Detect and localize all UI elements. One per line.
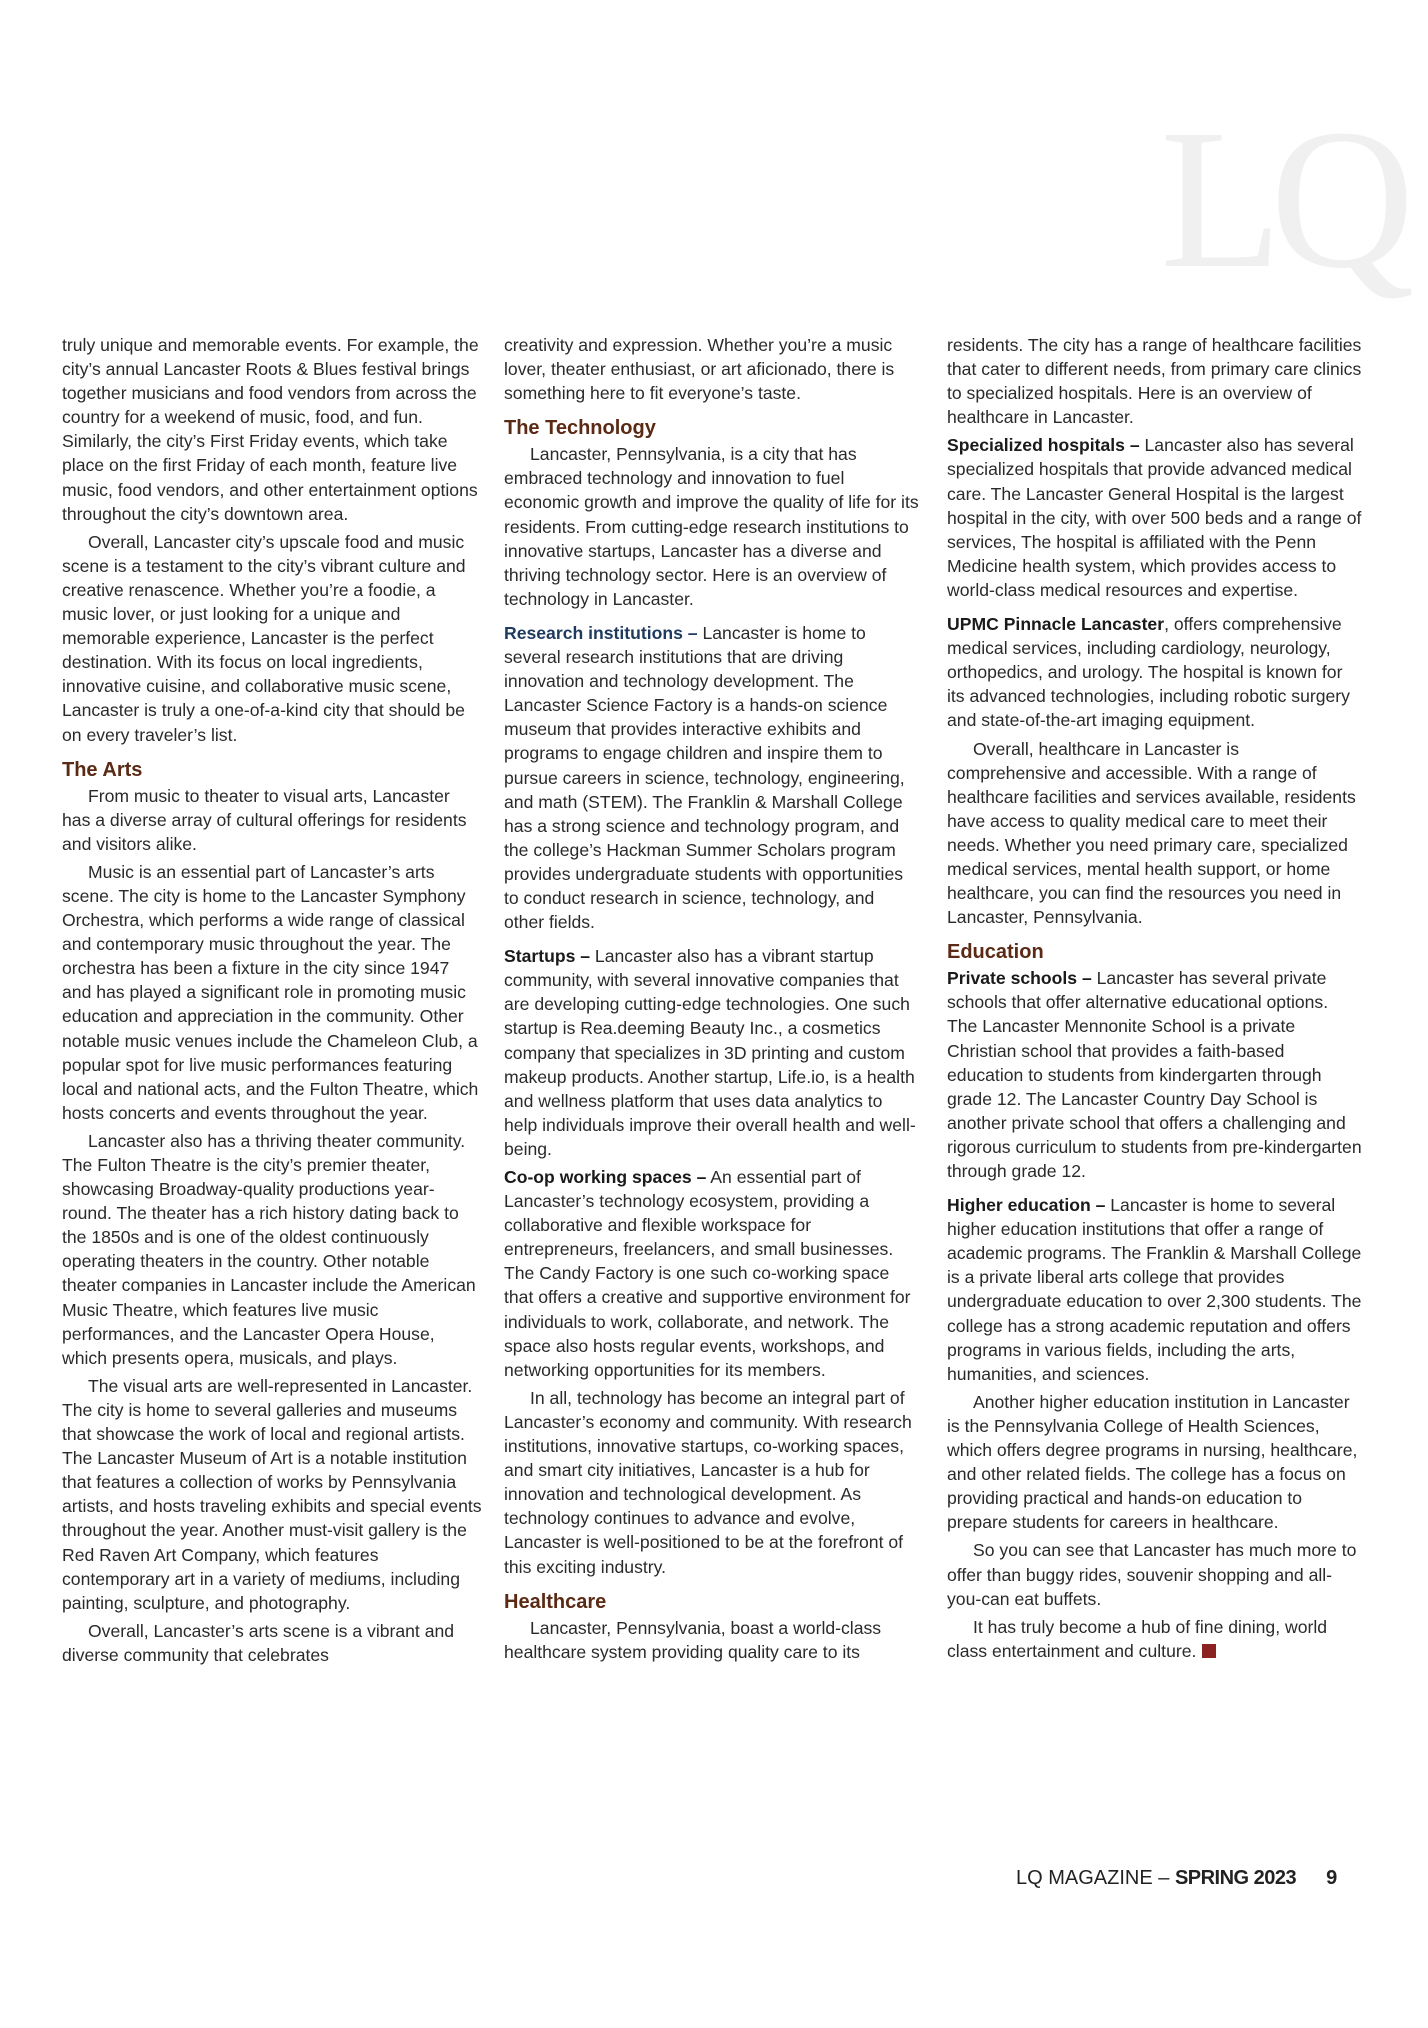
subsection-text: Lancaster is home to several research institutions that are driving innovation and technology development. The Lancaster Science Factory is a hands-on science museum that provides interactive exhibits and programs to engage children and inspire them to pursue careers in science, technology, engineering, and math (STEM). The Franklin & Marshall College has a strong science and technology program, and the college’s Hackman Summer Scholars program provides undergraduate students with opportunities to conduct research in science, technology, and other fields. — [504, 622, 905, 933]
lead-private-schools: Private schools – — [947, 968, 1092, 989]
subsection-text: , offers comprehensive medical services, including cardiology, neurology, orthopedics, and urology. The hospital is known for its advanced technologies, including robotic surgery and state-of-the-art imaging equipment. — [947, 614, 1350, 731]
footer-magazine-name: LQ MAGAZINE – — [1016, 1867, 1175, 1889]
closing-paragraph — [947, 1615, 1362, 1663]
paragraph: Lancaster, Pennsylvania, boast a world-class healthcare system providing quality care to its — [504, 1617, 882, 1662]
lead-startups: Startups – — [504, 946, 591, 967]
page-footer — [1016, 1867, 1337, 1890]
closing-text: It has truly become a hub of fine dining, world class entertainment and culture. — [947, 1616, 1328, 1661]
subsection-text: Lancaster also has several specialized hospitals that provide advanced medical care. The Lancaster General Hospital is the largest hospital in the city, with over 500 beds and a range of services, The hospital is affiliated with the Penn Medicine health system, which provides access to world-class medical resources and expertise. — [947, 435, 1362, 600]
paragraph: Overall, healthcare in Lancaster is comprehensive and accessible. With a range of healthcare facilities and services available, residents have access to quality medical care to meet their needs. Whether you need primary care, specialized medical services, mental health support, or home healthcare, you can find the resources you need in Lancaster, Pennsylvania. — [947, 738, 1356, 928]
footer-issue: SPRING 2023 — [1174, 1867, 1297, 1889]
lead-upmc-pinnacle: UPMC Pinnacle Lancaster — [947, 614, 1165, 635]
end-of-article-square-icon — [1202, 1644, 1216, 1658]
column-3 — [947, 333, 1362, 1663]
lead-coop-working-spaces: Co-op working spaces – — [504, 1167, 707, 1187]
paragraph: Lancaster also has a thriving theater community. The Fulton Theatre is the city’s premier theater, showcasing Broadway-quality productions year-round. The theater has a rich history dating back to the 1850s and is one of the oldest continuously operating theaters in the country. Other notable theater companies in Lancaster include the American Music Theatre, which features live music performances, and the Lancaster Opera House, which presents opera, musicals, and plays. — [62, 1130, 476, 1368]
paragraph: The visual arts are well-represented in Lancaster. The city is home to several galleries and museums that showcase the work of local and regional artists. The Lancaster Museum of Art is a notable institution that features a collection of works by Pennsylvania artists, and hosts traveling exhibits and special events throughout the year. Another must-visit gallery is the Red Raven Art Company, which features contemporary art in a variety of mediums, including painting, sculpture, and photography. — [62, 1375, 482, 1613]
paragraph: residents. The city has a range of healthcare facilities that cater to different needs, from primary care clinics to specialized hospitals. Here is an overview of healthcare in Lancaster. — [947, 335, 1362, 428]
subsection-text: An essential part of Lancaster’s technology ecosystem, providing a collaborative and flexible workspace for entrepreneurs, freelancers, and small businesses. The Candy Factory is one such co-working space that offers a creative and supportive environment for individuals to work, collaborate, and network. The space also hosts regular events, workshops, and networking opportunities for its members. — [504, 1167, 911, 1380]
section-heading-education: Education — [947, 941, 1044, 964]
section-heading-healthcare: Healthcare — [504, 1590, 607, 1613]
paragraph: In all, technology has become an integral part of Lancaster’s economy and community. With research institutions, innovative startups, co-working spaces, and smart city initiatives, Lancaster is a hub for innovation and technological development. As technology continues to advance and evolve, Lancaster is well-positioned to be at the forefront of this exciting industry. — [504, 1387, 912, 1577]
section-heading-arts: The Arts — [62, 758, 143, 781]
subsection-upmc — [947, 612, 1362, 732]
section-heading-technology: The Technology — [504, 417, 656, 440]
paragraph: creativity and expression. Whether you’re a music lover, theater enthusiast, or art aficionado, there is something here to fit everyone’s taste. — [504, 335, 895, 404]
column-1 — [62, 333, 482, 1667]
lead-higher-education: Higher education – — [947, 1195, 1106, 1216]
paragraph: So you can see that Lancaster has much more to offer than buggy rides, souvenir shopping and all-you-can eat buffets. — [947, 1540, 1357, 1609]
paragraph: truly unique and memorable events. For example, the city’s annual Lancaster Roots & Blues festival brings together musicians and food vendors from across the country for a weekend of music, food, and fun. Similarly, the city’s First Friday events, which take place on the first Friday of each month, feature live music, food vendors, and other entertainment options throughout the city’s downtown area. — [62, 335, 479, 524]
subsection-text: Lancaster has several private schools that offer alternative educational options. The Lancaster Mennonite School is a private Christian school that provides a faith-based education to students from kindergarten through grade 12. The Lancaster Country Day School is another private school that offers a challenging and rigorous curriculum to students from pre-kindergarten through grade 12. — [947, 968, 1362, 1181]
subsection-specialized-hospitals — [947, 433, 1362, 602]
subsection-startups — [504, 944, 919, 1161]
paragraph: Music is an essential part of Lancaster’s arts scene. The city is home to the Lancaster Symphony Orchestra, which performs a wide range of classical and contemporary music throughout the year. The orchestra has been a fixture in the city since 1947 and has played a significant role in promoting music education and appreciation in the community. Other notable music venues include the Chameleon Club, a popular spot for live music performances featuring local and national acts, and the Fulton Theatre, which hosts concerts and events throughout the year. — [62, 861, 479, 1123]
page-number: 9 — [1326, 1867, 1338, 1889]
paragraph: From music to theater to visual arts, Lancaster has a diverse array of cultural offerings for residents and visitors alike. — [62, 785, 467, 854]
paragraph: Lancaster, Pennsylvania, is a city that has embraced technology and innovation to fuel economic growth and improve the quality of life for its residents. From cutting-edge research institutions to innovative startups, Lancaster has a diverse and thriving technology sector. Here is an overview of technology in Lancaster. — [504, 444, 919, 609]
lq-watermark-logo: LQ — [1160, 89, 1403, 310]
paragraph: Overall, Lancaster city’s upscale food and music scene is a testament to the city’s vibrant culture and creative renascence. Whether you’re a foodie, a music lover, or just looking for a unique and memorable experience, Lancaster is the perfect destination. With its focus on local ingredients, innovative cuisine, and collaborative music scene, Lancaster is truly a one-of-a-kind city that should be on every traveler’s list. — [62, 531, 466, 745]
subsection-coop — [504, 1165, 919, 1382]
subsection-higher-education — [947, 1193, 1362, 1386]
subsection-text: Lancaster also has a vibrant startup community, with several innovative companies that are developing cutting-edge technologies. One such startup is Rea.deeming Beauty Inc., a cosmetics company that specializes in 3D printing and custom makeup products. Another startup, Life.io, is a health and wellness platform that uses data analytics to help individuals improve their overall health and well-being. — [504, 946, 916, 1159]
column-2 — [504, 333, 919, 1664]
lead-research-institutions: Research institutions – — [504, 622, 698, 643]
paragraph: Overall, Lancaster’s arts scene is a vibrant and diverse community that celebrates — [62, 1620, 455, 1665]
subsection-private-schools — [947, 966, 1362, 1183]
lead-specialized-hospitals: Specialized hospitals – — [947, 435, 1140, 456]
paragraph: Another higher education institution in Lancaster is the Pennsylvania College of Health Sciences, which offers degree programs in nursing, healthcare, and other related fields. The college has a focus on providing practical and hands-on education to prepare students for careers in healthcare. — [947, 1391, 1358, 1533]
subsection-research — [504, 621, 919, 934]
subsection-text: Lancaster is home to several higher education institutions that offer a range of academic programs. The Franklin & Marshall College is a private liberal arts college that provides undergraduate education to over 2,300 students. The college has a strong academic reputation and offers programs in various fields, including the arts, humanities, and sciences. — [947, 1195, 1362, 1384]
